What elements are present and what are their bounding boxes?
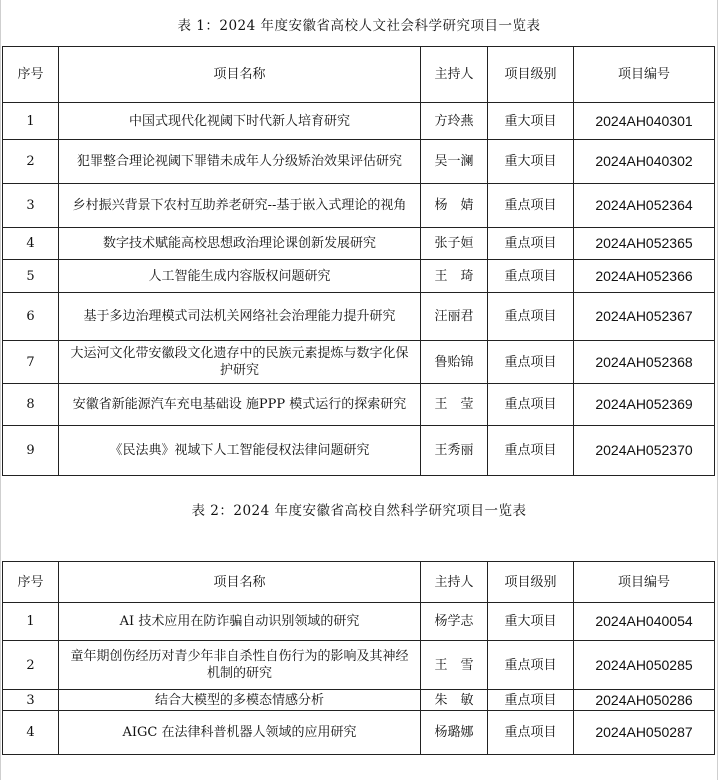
row-number: 4 — [3, 228, 59, 260]
project-name: 基于多边治理模式司法机关网络社会治理能力提升研究 — [59, 293, 421, 341]
project-level: 重点项目 — [488, 690, 574, 711]
project-code: 2024AH050285 — [574, 641, 715, 690]
row-number: 6 — [3, 293, 59, 341]
project-code: 2024AH052370 — [574, 426, 715, 476]
project-code: 2024AH040054 — [574, 603, 715, 641]
project-host: 杨学志 — [421, 603, 488, 641]
project-name: 中国式现代化视阈下时代新人培育研究 — [59, 103, 421, 140]
project-name: 大运河文化带安徽段文化遗存中的民族元素提炼与数字化保护研究 — [59, 341, 421, 384]
row-number: 2 — [3, 641, 59, 690]
table-row — [3, 603, 715, 641]
project-level: 重点项目 — [488, 184, 574, 228]
project-code: 2024AH052364 — [574, 184, 715, 228]
project-host: 汪丽君 — [421, 293, 488, 341]
header-host: 主持人 — [421, 562, 488, 603]
table1 — [2, 46, 715, 476]
project-name: 结合大模型的多模态情感分析 — [59, 690, 421, 711]
header-level: 项目级别 — [488, 562, 574, 603]
header-level: 项目级别 — [488, 47, 574, 103]
header-no: 序号 — [3, 562, 59, 603]
header-name: 项目名称 — [59, 562, 421, 603]
row-number: 1 — [3, 603, 59, 641]
project-code: 2024AH052365 — [574, 228, 715, 260]
project-level: 重点项目 — [488, 341, 574, 384]
table-row — [3, 228, 715, 260]
project-host: 王 琦 — [421, 260, 488, 293]
project-name: 童年期创伤经历对青少年非自杀性自伤行为的影响及其神经机制的研究 — [59, 641, 421, 690]
row-number: 1 — [3, 103, 59, 140]
header-code: 项目编号 — [574, 47, 715, 103]
project-code: 2024AH052366 — [574, 260, 715, 293]
table-row — [3, 426, 715, 476]
header-host: 主持人 — [421, 47, 488, 103]
project-name: 《民法典》视域下人工智能侵权法律问题研究 — [59, 426, 421, 476]
project-name: 犯罪整合理论视阈下罪错未成年人分级矫治效果评估研究 — [59, 140, 421, 184]
table2-caption: 表 2：2024 年度安徽省高校自然科学研究项目一览表 — [191, 503, 527, 519]
project-host: 杨璐娜 — [421, 711, 488, 755]
table-row — [3, 711, 715, 755]
row-number: 8 — [3, 384, 59, 426]
project-level: 重点项目 — [488, 293, 574, 341]
project-host: 朱 敏 — [421, 690, 488, 711]
table-row — [3, 140, 715, 184]
project-code: 2024AH052368 — [574, 341, 715, 384]
project-level: 重大项目 — [488, 603, 574, 641]
row-number: 5 — [3, 260, 59, 293]
project-level: 重大项目 — [488, 140, 574, 184]
project-host: 王 莹 — [421, 384, 488, 426]
project-host: 方玲燕 — [421, 103, 488, 140]
project-name: AI 技术应用在防诈骗自动识别领域的研究 — [59, 603, 421, 641]
row-number: 3 — [3, 690, 59, 711]
row-number: 4 — [3, 711, 59, 755]
project-code: 2024AH040302 — [574, 140, 715, 184]
frame-left-border — [0, 0, 1, 780]
project-level: 重点项目 — [488, 384, 574, 426]
project-host: 鲁贻锦 — [421, 341, 488, 384]
row-number: 9 — [3, 426, 59, 476]
project-level: 重点项目 — [488, 228, 574, 260]
project-code: 2024AH050286 — [574, 690, 715, 711]
project-level: 重点项目 — [488, 426, 574, 476]
project-code: 2024AH052369 — [574, 384, 715, 426]
table-row — [3, 260, 715, 293]
table-row — [3, 103, 715, 140]
table-row — [3, 293, 715, 341]
table-row — [3, 690, 715, 711]
project-host: 王秀丽 — [421, 426, 488, 476]
project-level: 重点项目 — [488, 260, 574, 293]
project-host: 吴一澜 — [421, 140, 488, 184]
table1-caption: 表 1：2024 年度安徽省高校人文社会科学研究项目一览表 — [177, 18, 541, 34]
project-name: AIGC 在法律科普机器人领域的应用研究 — [59, 711, 421, 755]
table-row — [3, 184, 715, 228]
row-number: 2 — [3, 140, 59, 184]
header-no: 序号 — [3, 47, 59, 103]
header-code: 项目编号 — [574, 562, 715, 603]
project-code: 2024AH040301 — [574, 103, 715, 140]
row-number: 3 — [3, 184, 59, 228]
project-name: 数字技术赋能高校思想政治理论课创新发展研究 — [59, 228, 421, 260]
project-code: 2024AH050287 — [574, 711, 715, 755]
table2 — [2, 561, 715, 755]
table-row — [3, 384, 715, 426]
project-name: 安徽省新能源汽车充电基础设 施PPP 模式运行的探索研究 — [59, 384, 421, 426]
project-level: 重点项目 — [488, 711, 574, 755]
project-host: 杨 婧 — [421, 184, 488, 228]
project-level: 重点项目 — [488, 641, 574, 690]
row-number: 7 — [3, 341, 59, 384]
table-row — [3, 641, 715, 690]
project-name: 乡村振兴背景下农村互助养老研究--基于嵌入式理论的视角 — [59, 184, 421, 228]
project-host: 张子姮 — [421, 228, 488, 260]
header-name: 项目名称 — [59, 47, 421, 103]
project-name: 人工智能生成内容版权问题研究 — [59, 260, 421, 293]
project-code: 2024AH052367 — [574, 293, 715, 341]
project-host: 王 雪 — [421, 641, 488, 690]
table-row — [3, 341, 715, 384]
project-level: 重大项目 — [488, 103, 574, 140]
